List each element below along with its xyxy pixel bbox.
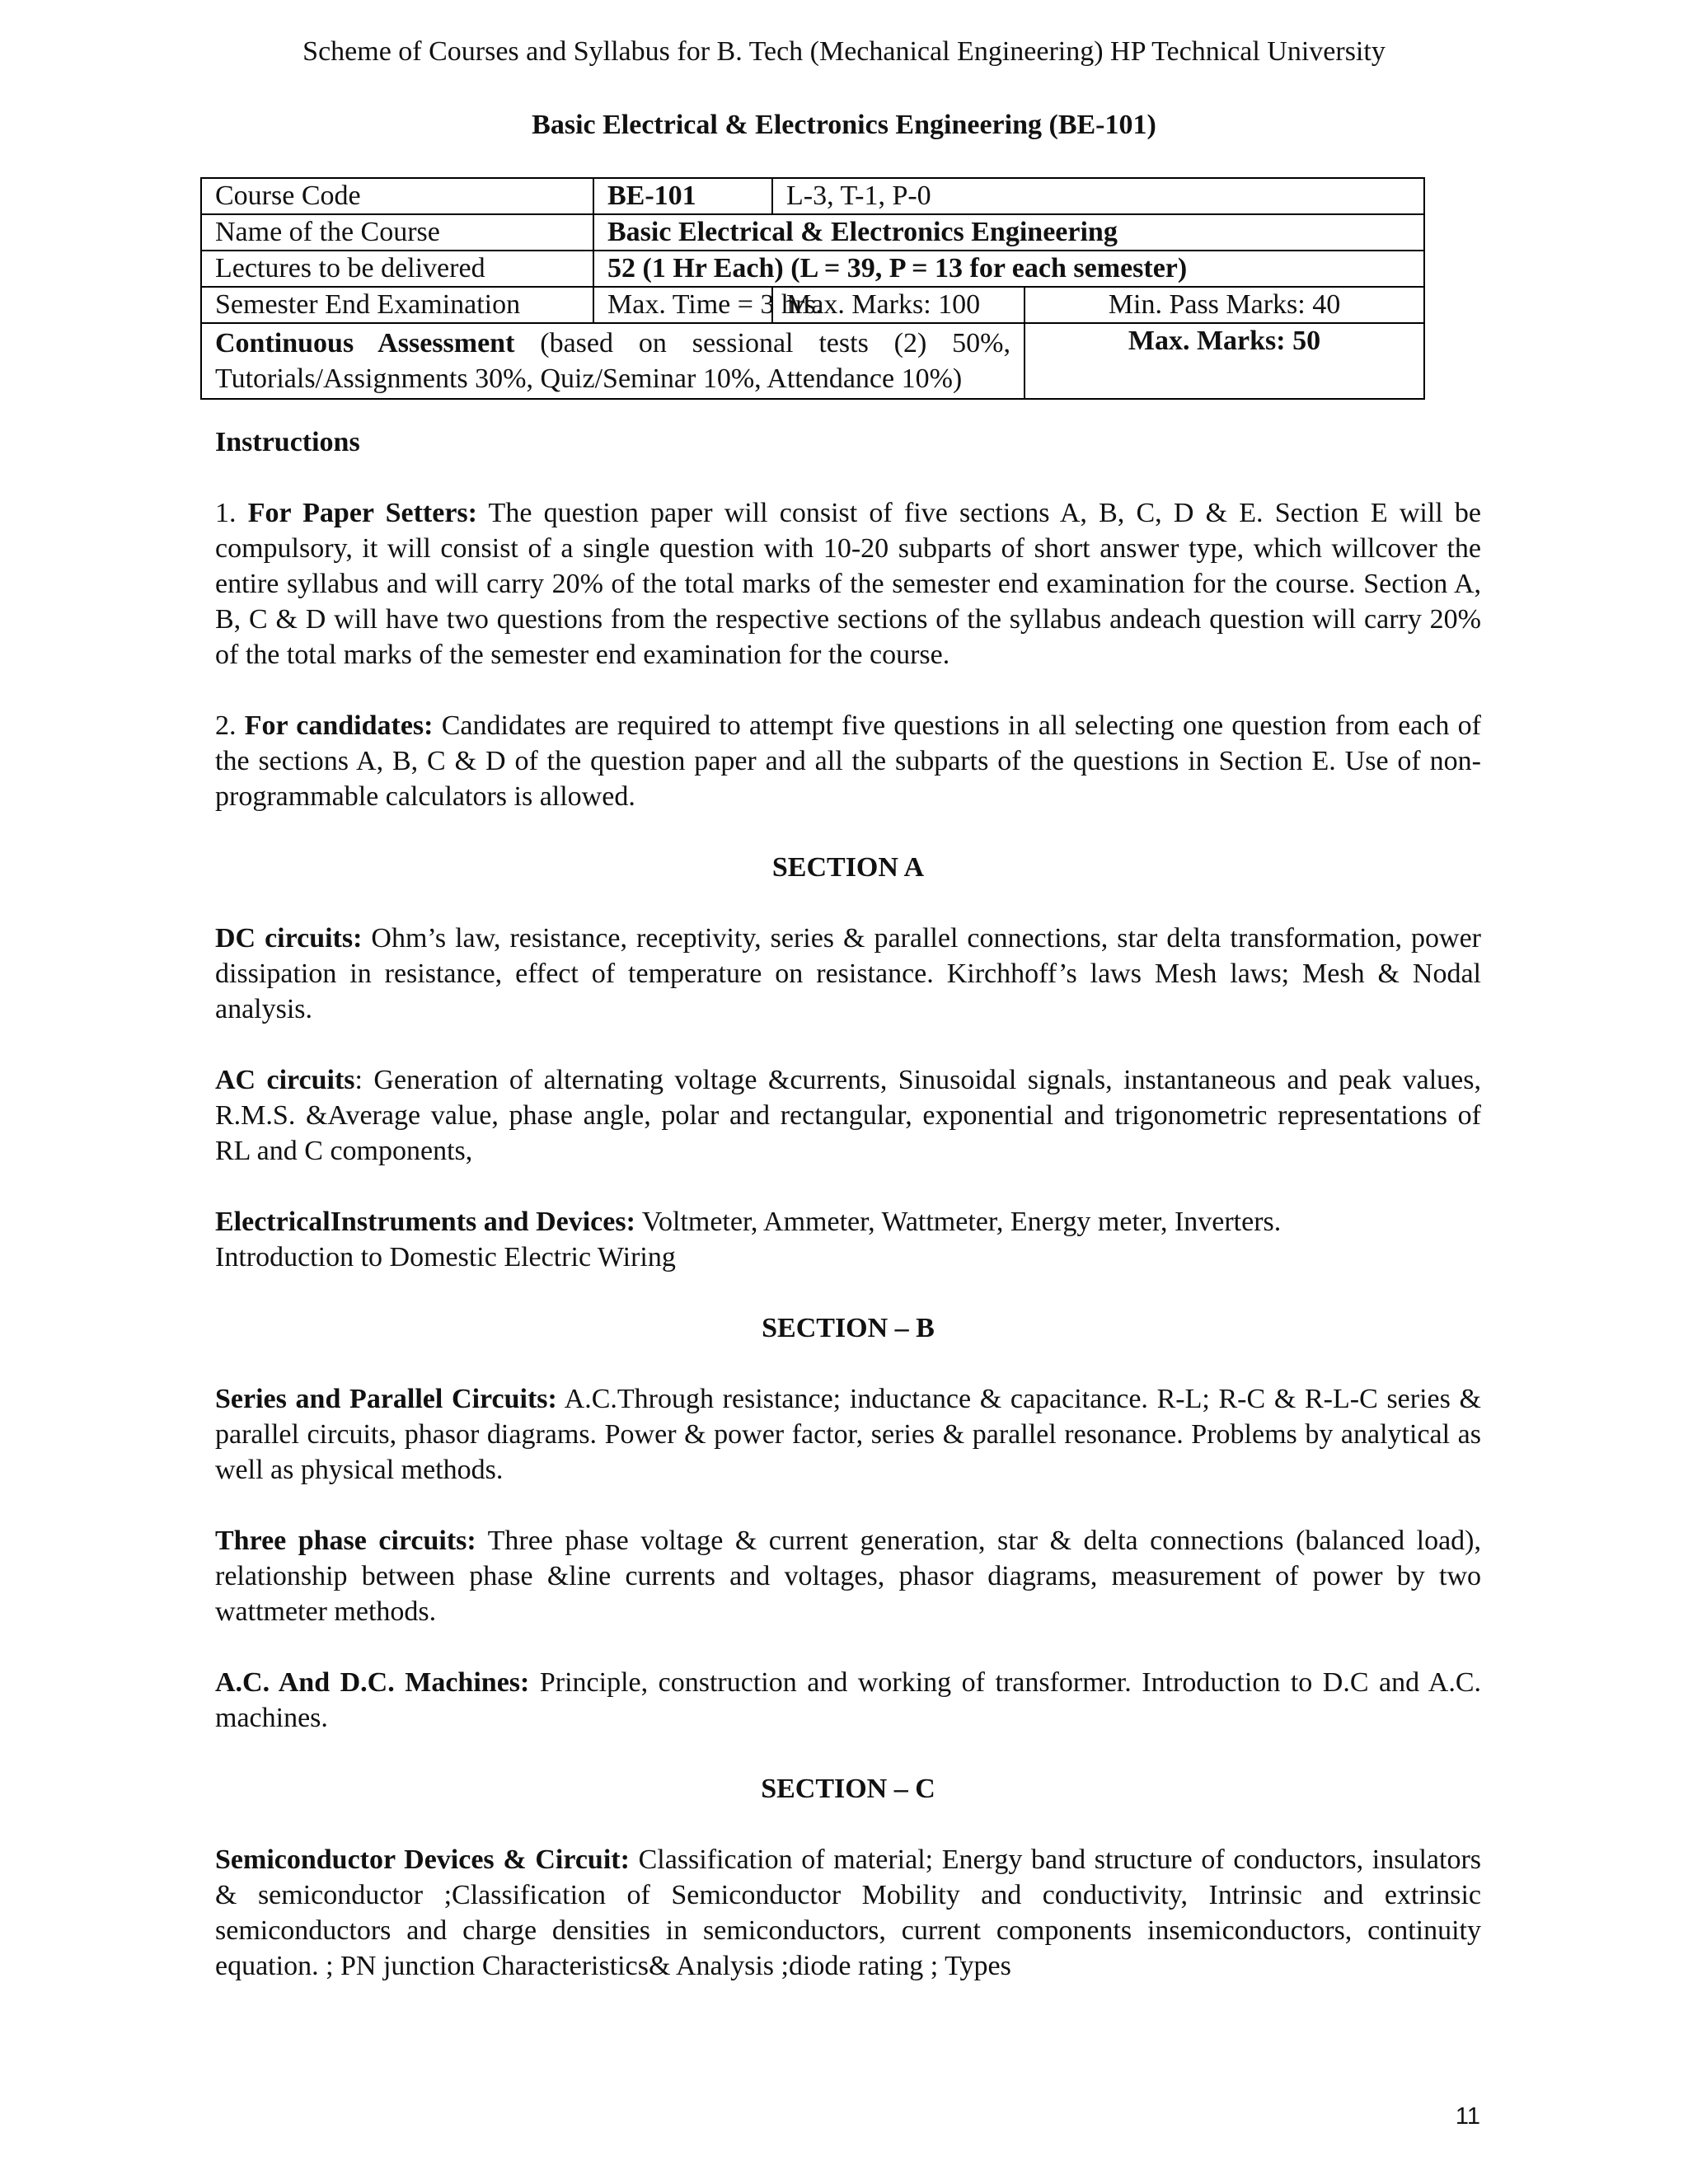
course-ltp: L-3, T-1, P-0 [772, 178, 1424, 214]
topic-label: Series and Parallel Circuits: [215, 1384, 557, 1414]
instruction-number: 1. [215, 498, 248, 528]
course-code-value: BE-101 [593, 178, 772, 214]
instruction-number: 2. [215, 710, 245, 741]
syllabus-content [215, 424, 1481, 2019]
instruction-paper-setters [215, 495, 1481, 673]
lectures-value: 52 (1 Hr Each) (L = 39, P = 13 for each semester) [593, 251, 1424, 287]
topic-dc-circuits [215, 921, 1481, 1027]
topic-text-line2: Introduction to Domestic Electric Wiring [215, 1242, 676, 1272]
topic-text: A.C.Through resistance; inductance & capacitance. R-L; R-C & R-L-C series & parallel circuits, phasor diagrams. Power & power factor, series & parallel resonance. Problems by analytical as well as physical methods. [215, 1384, 1481, 1485]
topic-text: Ohm’s law, resistance, receptivity, series & parallel connections, star delta transformation, power dissipation in resistance, effect of temperature on resistance. Kirchhoff’s laws Mesh laws; Mesh & Nodal analysis. [215, 923, 1481, 1024]
topic-label: ElectricalInstruments and Devices: [215, 1207, 635, 1237]
instruction-text: The question paper will consist of five sections A, B, C, D & E. Section E will be compulsory, it will consist of a single question with 10-20 subparts of short answer type, which willcover the entire syllabus and will carry 20% of the total marks of the semester end examination for the course. Section A, B, C & D will have two questions from the respective sections of the syllabus andeach question will carry 20% of the total marks of the semester end examination for the course. [215, 498, 1482, 670]
continuous-assessment-cell [201, 323, 1025, 399]
continuous-assessment-details: (based on sessional tests (2) 50%, Tutorials/Assignments 30%, Quiz/Seminar 10%, Attendance 10%) [215, 328, 1011, 394]
instruction-candidates [215, 708, 1481, 814]
lectures-label: Lectures to be delivered [201, 251, 593, 287]
course-name-value: Basic Electrical & Electronics Engineering [593, 214, 1424, 251]
topic-text: : Generation of alternating voltage &currents, Sinusoidal signals, instantaneous and peak values, R.M.S. &Average value, phase angle, polar and rectangular, exponential and trigonometric representations of RL and C components, [215, 1065, 1482, 1166]
table-row-lectures [201, 251, 1424, 287]
table-row-continuous-assessment [201, 323, 1424, 399]
topic-series-parallel-circuits [215, 1381, 1481, 1488]
course-details-table [200, 177, 1425, 400]
topic-semiconductor-devices [215, 1842, 1481, 1984]
section-c-heading: SECTION – C [761, 1774, 935, 1804]
instructions-heading: Instructions [215, 427, 360, 457]
topic-text: Principle, construction and working of transformer. Introduction to D.C and A.C. machines. [215, 1667, 1481, 1733]
running-header: Scheme of Courses and Syllabus for B. Tech (Mechanical Engineering) HP Technical University [302, 36, 1386, 67]
instruction-label: For candidates: [244, 710, 434, 741]
instruction-label: For Paper Setters: [247, 498, 477, 528]
page-number: 11 [1455, 2103, 1480, 2130]
course-name-label: Name of the Course [201, 214, 593, 251]
topic-text: Classification of material; Energy band structure of conductors, insulators & semiconductor ;Classification of Semiconductor Mobility and conductivity, Intrinsic and extrinsic semiconductors and charge densities in semiconductors, current components insemiconductors, continuity equation. ; PN junction Characteristics& Analysis ;diode rating ; Types [215, 1844, 1481, 1981]
topic-label: AC circuits [215, 1065, 355, 1095]
topic-label: A.C. And D.C. Machines: [215, 1667, 530, 1698]
topic-label: Semiconductor Devices & Circuit: [215, 1844, 630, 1875]
topic-text: Voltmeter, Ammeter, Wattmeter, Energy meter, Inverters. [635, 1207, 1282, 1237]
table-row-exam [201, 287, 1424, 323]
topic-label: DC circuits: [215, 923, 363, 954]
document-title: Basic Electrical & Electronics Engineering (BE-101) [532, 110, 1156, 140]
topic-ac-dc-machines [215, 1665, 1481, 1736]
exam-max-marks: Max. Marks: 100 [772, 287, 1025, 323]
table-row-course-code [201, 178, 1424, 214]
continuous-assessment-label: Continuous Assessment [215, 328, 515, 359]
course-code-label: Course Code [201, 178, 593, 214]
table-row-course-name [201, 214, 1424, 251]
section-a-heading: SECTION A [771, 852, 925, 883]
continuous-assessment-max-marks: Max. Marks: 50 [1025, 323, 1424, 399]
exam-time: Max. Time = 3 hrs. [593, 287, 772, 323]
section-b-heading: SECTION – B [762, 1313, 935, 1343]
topic-text: Three phase voltage & current generation, star & delta connections (balanced load), relationship between phase &line currents and voltages, phasor diagrams, measurement of power by two wattmeter methods. [215, 1526, 1481, 1627]
exam-min-pass-marks: Min. Pass Marks: 40 [1025, 287, 1424, 323]
topic-label: Three phase circuits: [215, 1526, 476, 1556]
exam-label: Semester End Examination [201, 287, 593, 323]
topic-ac-circuits [215, 1062, 1481, 1169]
topic-electrical-instruments [215, 1204, 1481, 1275]
instruction-text: Candidates are required to attempt five questions in all selecting one question from each of the sections A, B, C & D of the question paper and all the subparts of the questions in Section E. Use of non-programmable calculators is allowed. [215, 710, 1481, 812]
topic-three-phase-circuits [215, 1523, 1481, 1629]
